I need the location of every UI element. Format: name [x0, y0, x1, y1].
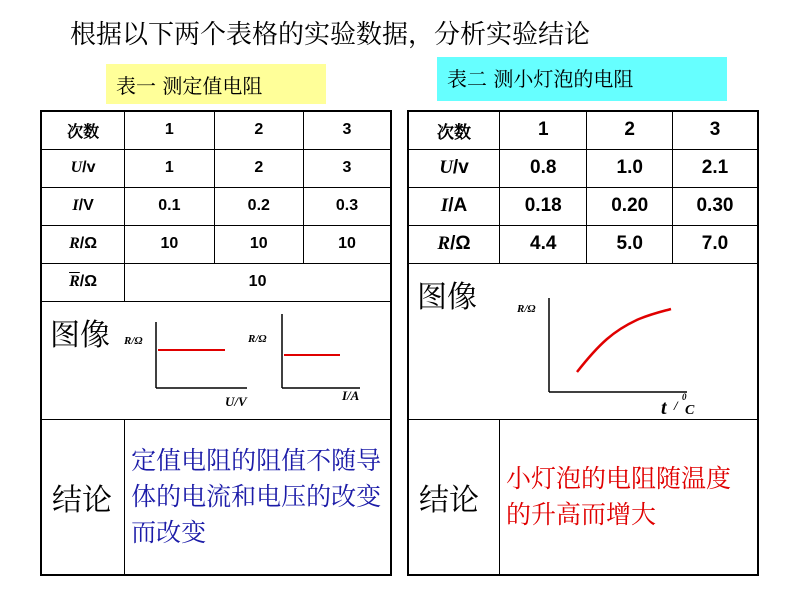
- graph-3-xunit-super: 0: [682, 391, 687, 402]
- table-cell: 2: [214, 149, 303, 187]
- graph-3-curve: [577, 309, 671, 372]
- header-cell: 1: [499, 111, 586, 149]
- table-cell: 0.18: [499, 187, 586, 225]
- conclusion-label: 结论: [408, 419, 499, 575]
- symbol: R: [437, 233, 451, 254]
- graph-3-ylabel: R/Ω: [517, 302, 536, 315]
- table-cell: 1.0: [587, 149, 673, 187]
- svg-text:/: /: [674, 397, 678, 413]
- table-cell: 1: [125, 149, 214, 187]
- table2-caption: 表二 测小灯泡的电阻: [437, 57, 727, 101]
- table-row: [41, 187, 391, 225]
- graph-cell: [41, 301, 391, 419]
- table-row: [408, 263, 758, 419]
- table-cell: 3: [304, 149, 391, 187]
- symbol: R: [69, 235, 80, 252]
- symbol: I: [72, 197, 79, 214]
- table-row: [408, 419, 758, 575]
- unit: /A: [448, 195, 468, 216]
- row-label: [41, 225, 125, 263]
- table-cell: 0.1: [125, 187, 214, 225]
- graph-2-axes: [282, 314, 360, 388]
- row-label: [408, 149, 499, 187]
- conclusion-text: 定值电阻的阻值不随导体的电流和电压的改变而改变: [125, 419, 391, 575]
- table-cell: 0.30: [672, 187, 758, 225]
- row-label: [41, 187, 125, 225]
- table2: [407, 110, 759, 576]
- header-cell: 2: [214, 111, 303, 149]
- header-cell: 3: [672, 111, 758, 149]
- graph-3-axes: [549, 298, 687, 392]
- graph-cell: [408, 263, 758, 419]
- table-cell: 2.1: [672, 149, 758, 187]
- image-label: 图像: [50, 317, 110, 353]
- header-cell: 次数: [41, 111, 125, 149]
- symbol: U: [70, 159, 83, 176]
- table-row: [41, 301, 391, 419]
- table-row: [41, 263, 391, 301]
- graph-1-xlabel: U/V: [225, 393, 247, 409]
- table-cell: 10: [304, 225, 391, 263]
- graph-2-xlabel: I/A: [342, 387, 360, 403]
- average-value: 10: [125, 263, 391, 301]
- table-cell: 0.3: [304, 187, 391, 225]
- symbol: $\overline{R}$: [69, 273, 80, 290]
- unit: /Ω: [450, 233, 471, 254]
- row-label: [408, 225, 499, 263]
- table-cell: 4.4: [499, 225, 586, 263]
- table-cell: 10: [125, 225, 214, 263]
- table-cell: 0.8: [499, 149, 586, 187]
- unit: /V: [78, 197, 94, 214]
- header-cell: 3: [304, 111, 391, 149]
- header-cell: 1: [125, 111, 214, 149]
- symbol: I: [440, 195, 449, 216]
- conclusion-label: 结论: [41, 419, 125, 575]
- table1: [40, 110, 392, 576]
- graph-2-ylabel: R/Ω: [248, 332, 267, 345]
- table-row: [408, 225, 758, 263]
- row-label: [408, 187, 499, 225]
- graph-1-ylabel: R/Ω: [124, 334, 143, 347]
- unit: /Ω: [79, 273, 98, 290]
- table-cell: 5.0: [587, 225, 673, 263]
- graph-3-xunit: C: [685, 402, 695, 418]
- symbol: U: [439, 157, 453, 178]
- table-row: [41, 225, 391, 263]
- table-row: [41, 149, 391, 187]
- image-label: 图像: [417, 279, 477, 315]
- graph-3: [409, 264, 759, 420]
- graph-1: [42, 302, 392, 420]
- unit: /v: [82, 159, 96, 176]
- table-cell: 10: [214, 225, 303, 263]
- header-cell: 次数: [408, 111, 499, 149]
- table-row: [41, 111, 391, 149]
- table-row: [41, 419, 391, 575]
- table-cell: 7.0: [672, 225, 758, 263]
- table-row: [408, 111, 758, 149]
- graph-3-xlabel: t: [661, 396, 667, 419]
- table-row: [408, 187, 758, 225]
- unit: /v: [452, 157, 469, 178]
- page-title: 根据以下两个表格的实验数据，分析实验结论: [70, 20, 591, 50]
- table-row: [408, 149, 758, 187]
- table1-caption: 表一 测定值电阻: [106, 64, 326, 104]
- row-label: [41, 149, 125, 187]
- unit: /Ω: [79, 235, 98, 252]
- header-cell: 2: [587, 111, 673, 149]
- row-label: [41, 263, 125, 301]
- table-cell: 0.2: [214, 187, 303, 225]
- table-cell: 0.20: [587, 187, 673, 225]
- graph-1-axes: [156, 322, 247, 388]
- conclusion-text: 小灯泡的电阻随温度的升高而增大: [499, 419, 758, 575]
